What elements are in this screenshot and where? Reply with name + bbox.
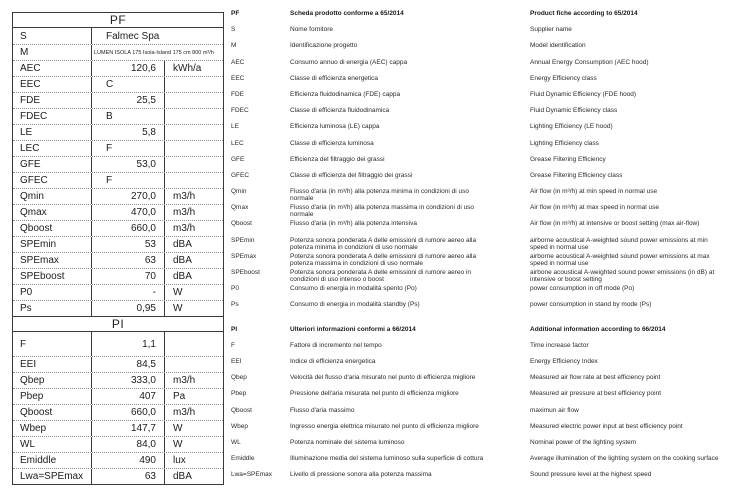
- legend-code: PF: [231, 10, 240, 17]
- legend-row: [231, 390, 740, 406]
- legend-row: [231, 42, 740, 58]
- row-value: Falmec Spa: [106, 30, 160, 42]
- row-code: Qbep: [13, 373, 92, 388]
- legend-row: [231, 59, 740, 75]
- legend-code: WL: [231, 438, 241, 446]
- table-row: [13, 372, 223, 388]
- legend-code: GFEC: [231, 171, 250, 179]
- legend-row: [231, 188, 740, 204]
- table-row: [13, 332, 223, 356]
- row-code: AEC: [13, 61, 92, 76]
- row-unit: [165, 77, 223, 92]
- legend-text-en: airborne acoustical A-weighted sound power emissions at min speed in normal use: [530, 236, 708, 251]
- row-code: LE: [13, 125, 92, 140]
- legend-code: Qboost: [231, 406, 252, 414]
- table-row: [13, 420, 223, 436]
- row-unit: m3/h: [173, 191, 196, 202]
- legend-text-en: Time increase factor: [530, 341, 589, 349]
- legend-text-it: Flusso d'aria (in m³/h) alla potenza minima in condizioni di uso normale: [290, 188, 469, 203]
- legend-text-en: Supplier name: [530, 26, 572, 34]
- row-unit: [165, 109, 223, 124]
- legend-code: Qboost: [231, 220, 252, 228]
- row-code: SPEmax: [13, 253, 92, 268]
- row-code: Wbep: [13, 421, 92, 436]
- legend-code: EEI: [231, 357, 242, 365]
- legend-text-it: Ingresso energia elettrica misurato nel punto di efficienza migliore: [290, 422, 479, 430]
- row-value: 0,95: [92, 301, 165, 316]
- table-row: [13, 188, 223, 204]
- legend-code: SPEmax: [231, 252, 257, 260]
- legend-text-it: Indice di efficienza energetica: [290, 357, 376, 365]
- table-row: [13, 236, 223, 252]
- legend-code: LE: [231, 123, 239, 131]
- legend-text-en: Nominal power of the lighting system: [530, 438, 637, 446]
- legend-text-it: Fattore di incremento nel tempo: [290, 341, 382, 349]
- row-value: 490: [92, 453, 165, 468]
- legend-text-it: Consumo annuo di energia (AEC) cappa: [290, 58, 408, 66]
- legend-text-en: Fluid Dynamic Efficiency class: [530, 107, 618, 115]
- legend-code: M: [231, 42, 237, 50]
- table-row: [13, 156, 223, 172]
- legend-text-it: Classe di efficienza energetica: [290, 74, 379, 82]
- row-unit: W: [173, 303, 183, 314]
- legend-row: [231, 75, 740, 91]
- table-row: [13, 300, 223, 316]
- row-unit: m3/h: [173, 207, 196, 218]
- row-value: 63: [92, 253, 165, 268]
- row-code: Qboost: [13, 405, 92, 420]
- row-unit: [165, 173, 223, 188]
- row-code: FDEC: [13, 109, 92, 124]
- row-unit: dBA: [173, 471, 192, 482]
- row-value: -: [92, 285, 165, 300]
- legend-text-it: Identificazione progetto: [290, 42, 358, 50]
- table-row: [13, 204, 223, 220]
- legend-text-it: Consumo di energia in modalità spento (Po): [290, 285, 417, 293]
- row-value: 1,1: [92, 332, 165, 356]
- legend-row: [231, 220, 740, 236]
- legend-code: F: [231, 341, 235, 349]
- legend-text-en: Fluid Dynamic Efficiency (FDE hood): [530, 90, 637, 98]
- row-code: GFE: [13, 157, 92, 172]
- row-value: 53,0: [92, 157, 165, 172]
- legend-code: Emiddle: [231, 455, 255, 463]
- legend-text-en: Energy Efficiency class: [530, 74, 597, 82]
- legend-text-en: Average illumination of the lighting system on the cooking surface: [530, 455, 719, 463]
- legend-text-en: Grease Filtering Efficiency class: [530, 171, 623, 179]
- legend-text-en: Sound pressure level at the highest speed: [530, 471, 652, 479]
- legend-row: [231, 374, 740, 390]
- legend-row: [231, 156, 740, 172]
- legend-text-it: Flusso d'aria (in m³/h) alla potenza intensiva: [290, 220, 417, 228]
- legend-text-en: airborne acoustical A-weighted sound power emissions at max speed in normal use: [530, 252, 710, 267]
- legend-row: [231, 123, 740, 139]
- legend-code: Wbep: [231, 422, 248, 430]
- legend-row: [231, 91, 740, 107]
- legend-text-en: Measured air flow rate at best efficiency point: [530, 374, 661, 382]
- row-unit: Pa: [173, 391, 186, 402]
- row-value: 147,7: [92, 421, 165, 436]
- legend-text-en: Air flow (in m³/h) at min speed in normal use: [530, 188, 658, 196]
- legend-text-it: Livello di pressione sonora alla potenza massima: [290, 471, 432, 479]
- row-code: EEI: [13, 357, 92, 372]
- row-value: 84,5: [92, 357, 165, 372]
- table-row: [13, 468, 223, 484]
- legend-text-it: Potenza sonora ponderata A delle emissioni di rumore aereo in condizioni di uso intenso o boost: [290, 269, 472, 283]
- row-code: M: [13, 45, 92, 60]
- row-value: 25,5: [92, 93, 165, 108]
- row-value: 70: [92, 269, 165, 284]
- legend-text-it: Potenza sonora ponderata A delle emissioni di rumore aereo alla potenza massima in condizioni di uso normale: [290, 252, 477, 267]
- table-row: [13, 452, 223, 468]
- legend-row: [231, 358, 740, 374]
- legend-text-en: Lighting Efficiency class: [530, 139, 599, 147]
- row-code: Ps: [13, 301, 92, 316]
- legend-row: [231, 204, 740, 220]
- table-row: [13, 108, 223, 124]
- legend-code: AEC: [231, 58, 245, 66]
- legend-text-en: Lighting Efficiency (LE hood): [530, 123, 613, 131]
- table-row: [13, 220, 223, 236]
- legend-columns: [231, 10, 740, 487]
- legend-row: [231, 407, 740, 423]
- row-code: SPEmin: [13, 237, 92, 252]
- row-unit: [165, 357, 223, 372]
- row-unit: W: [173, 439, 183, 450]
- row-code: WL: [13, 437, 92, 452]
- row-value: 120,6: [92, 61, 165, 76]
- pf-table-rows: [13, 28, 223, 316]
- row-value: F: [92, 173, 165, 188]
- legend-row: [231, 237, 740, 253]
- row-code: Qmax: [13, 205, 92, 220]
- row-code: GFEC: [13, 173, 92, 188]
- table-row: [13, 356, 223, 372]
- legend-code: LEC: [231, 139, 244, 147]
- table-row: [13, 284, 223, 300]
- row-unit: m3/h: [173, 223, 196, 234]
- row-code: F: [13, 332, 92, 356]
- legend-text-en: airbone acoustical A-weighted sound power emissions (in dB) at intensive or boost setting: [530, 269, 715, 283]
- legend-text-it: Scheda prodotto conforme a 65/2014: [290, 10, 404, 17]
- legend-text-it: Flusso d'aria (in m³/h) alla potenza massima in condizioni di uso normale: [290, 204, 475, 219]
- legend-code: S: [231, 26, 236, 34]
- table-row: [13, 172, 223, 188]
- legend-text-en: power consumption in stand by mode (Ps): [530, 301, 652, 309]
- legend-code: GFE: [231, 155, 245, 163]
- legend-row: [231, 253, 740, 269]
- legend-code: Qmin: [231, 188, 247, 196]
- row-code: Pbep: [13, 389, 92, 404]
- legend-text-en: Additional information according to 66/2014: [530, 325, 666, 333]
- row-unit: dBA: [173, 239, 192, 250]
- table-row: [13, 76, 223, 92]
- row-code: SPEboost: [13, 269, 92, 284]
- legend-row: [231, 285, 740, 301]
- legend-text-it: Potenza sonora ponderata A delle emissioni di rumore aereo alla potenza minima in condizioni di uso normale: [290, 236, 477, 251]
- legend-code: EEC: [231, 74, 245, 82]
- pi-table-rows: [13, 332, 223, 484]
- legend-row: [231, 301, 740, 317]
- legend-code: FDE: [231, 90, 244, 98]
- row-code: EEC: [13, 77, 92, 92]
- legend-text-en: Model identification: [530, 42, 586, 50]
- legend-code: Qbep: [231, 374, 247, 382]
- legend-row: [231, 107, 740, 123]
- legend-row: [231, 455, 740, 471]
- table-row: [13, 60, 223, 76]
- row-unit: [165, 141, 223, 156]
- row-value: 333,0: [92, 373, 165, 388]
- legend-text-it: Ulteriori informazioni conformi a 66/2014: [290, 325, 416, 333]
- legend-text-it: Efficienza luminosa (LE) cappa: [290, 123, 380, 131]
- row-code: P0: [13, 285, 92, 300]
- row-value: 63: [92, 469, 165, 484]
- legend-text-en: Air flow (in m³/h) at intensive or boost setting (max air-flow): [530, 220, 700, 228]
- legend-row: [231, 423, 740, 439]
- row-value: F: [92, 141, 165, 156]
- legend-text-en: Measured air pressure at best efficiency point: [530, 390, 662, 398]
- legend-text-it: Classe di efficienza del filtraggio dei grassi: [290, 171, 413, 179]
- legend-text-it: Nome fornitore: [290, 26, 333, 34]
- legend-text-it: Potenza nominale del sistema luminoso: [290, 438, 405, 446]
- legend-text-en: power consumption in off mode (Po): [530, 285, 635, 293]
- legend-text-en: Energy Efficiency Index: [530, 357, 598, 365]
- row-unit: [165, 93, 223, 108]
- legend-row: [231, 10, 740, 26]
- table-row: [13, 268, 223, 284]
- legend-row: [231, 326, 740, 342]
- table-row: [13, 140, 223, 156]
- legend-text-it: Flusso d'aria massimo: [290, 406, 355, 414]
- pf-pi-data-table: [12, 12, 224, 485]
- row-value: LUMEN ISOLA 175 Isola-Island 175 cm 800 m³/h: [94, 49, 214, 56]
- row-value: 470,0: [92, 205, 165, 220]
- legend-code: PI: [231, 325, 238, 333]
- legend-text-en: maximun air flow: [530, 406, 579, 414]
- legend-text-it: Consumo di energia in modalità standby (Ps): [290, 301, 420, 309]
- row-value: 5,8: [92, 125, 165, 140]
- row-unit: lux: [173, 455, 186, 466]
- table-row: [13, 436, 223, 452]
- table-row: [13, 92, 223, 108]
- row-unit: dBA: [173, 271, 192, 282]
- legend-text-en: Grease Filtering Efficiency: [530, 155, 606, 163]
- legend-row: [231, 269, 740, 285]
- row-unit: m3/h: [173, 407, 196, 418]
- table-row: [13, 388, 223, 404]
- table-row: [13, 124, 223, 140]
- table-row: [13, 44, 223, 60]
- row-unit: [165, 125, 223, 140]
- legend-code: SPEmin: [231, 236, 255, 244]
- legend-text-it: Efficienza fluidodinamica (FDE) cappa: [290, 90, 401, 98]
- legend-row: [231, 471, 740, 487]
- legend-text-it: Illuminazione media del sistema luminoso sulla superficie di cottura: [290, 455, 484, 463]
- legend-code: Pbep: [231, 390, 247, 398]
- row-code: Emiddle: [13, 453, 92, 468]
- legend-row: [231, 439, 740, 455]
- legend-row: [231, 140, 740, 156]
- row-code: Qmin: [13, 189, 92, 204]
- row-code: Lwa=SPEmax: [13, 469, 92, 484]
- legend-text-it: Velocità del flusso d'aria misurato nel punto di efficienza migliore: [290, 374, 476, 382]
- row-code: Qboost: [13, 221, 92, 236]
- legend-row: [231, 342, 740, 358]
- legend-code: P0: [231, 285, 239, 293]
- legend-text-en: Product fiche according to 65/2014: [530, 10, 638, 17]
- legend-code: SPEboost: [231, 269, 260, 276]
- row-unit: W: [173, 287, 183, 298]
- row-code: LEC: [13, 141, 92, 156]
- row-unit: kWh/a: [173, 63, 202, 74]
- row-value: 407: [92, 389, 165, 404]
- row-code: FDE: [13, 93, 92, 108]
- legend-code: FDEC: [231, 107, 249, 115]
- legend-text-it: Classe di efficienza fluidodinamica: [290, 107, 390, 115]
- row-value: B: [92, 109, 165, 124]
- table-row: [13, 28, 223, 44]
- pi-table-header: PI: [13, 316, 223, 332]
- legend-code: Qmax: [231, 204, 249, 212]
- legend-text-en: Air flow (in m³/h) at max speed in normal use: [530, 204, 659, 212]
- row-unit: m3/h: [173, 375, 196, 386]
- row-unit: W: [173, 423, 183, 434]
- legend-text-it: Classe di efficienza luminosa: [290, 139, 374, 147]
- row-value: 53: [92, 237, 165, 252]
- row-unit: [165, 157, 223, 172]
- row-value: 660,0: [92, 405, 165, 420]
- row-value: 660,0: [92, 221, 165, 236]
- legend-code: Ps: [231, 301, 239, 309]
- legend-row: [231, 26, 740, 42]
- table-row: [13, 404, 223, 420]
- legend-text-it: Efficienza del filtraggio dei grassi: [290, 155, 385, 163]
- row-value: 84,0: [92, 437, 165, 452]
- row-unit: [165, 332, 223, 356]
- pf-table-header: PF: [13, 13, 223, 28]
- legend-text-en: Annual Energy Consumption (AEC hood): [530, 58, 649, 66]
- row-code: S: [13, 28, 92, 44]
- legend-code: Lwa=SPEmax: [231, 471, 273, 479]
- legend-row: [231, 172, 740, 188]
- legend-text-en: Measured electric power input at best efficiency point: [530, 422, 683, 430]
- row-unit: dBA: [173, 255, 192, 266]
- table-row: [13, 252, 223, 268]
- row-value: C: [92, 77, 165, 92]
- row-value: 270,0: [92, 189, 165, 204]
- legend-text-it: Pressione dell'aria misurata nel punto di efficienza migliore: [290, 390, 459, 398]
